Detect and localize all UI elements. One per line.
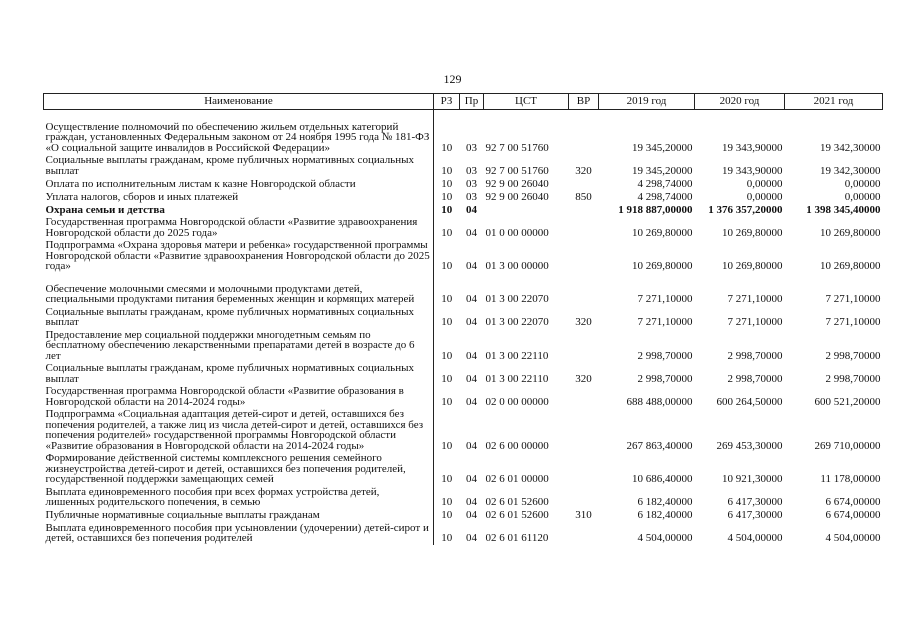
header-rz: РЗ bbox=[434, 94, 460, 110]
row-cst: 01 0 00 00000 bbox=[485, 226, 549, 239]
row-2021: 6 674,00000 bbox=[825, 496, 881, 508]
header-pr: Пр bbox=[460, 94, 484, 110]
row-2021: 269 710,00000 bbox=[814, 439, 881, 452]
row-pr: 04 bbox=[466, 316, 477, 328]
row-pr: 04 bbox=[466, 260, 477, 272]
row-2021: 10 269,80000 bbox=[820, 226, 881, 239]
row-cst: 02 0 00 00000 bbox=[485, 395, 549, 408]
row-name: Государственная программа Новгородской области «Развитие здравоохранения Новгородской области до 2025 года» bbox=[44, 216, 434, 239]
row-2019: 2 998,70000 bbox=[637, 372, 693, 385]
row-vr bbox=[569, 203, 599, 216]
row-name: Социальные выплаты гражданам, кроме публичных нормативных социальных выплат bbox=[44, 306, 434, 329]
row-2019: 10 686,40000 bbox=[632, 473, 693, 485]
row-vr: 850 bbox=[575, 190, 592, 203]
row-name: Предоставление мер социальной поддержки многодетным семьям по бесплатному обеспечению лекарственными препаратами детей в возрасте до 6 лет bbox=[44, 329, 434, 363]
row-vr bbox=[569, 177, 599, 190]
budget-table bbox=[43, 93, 883, 545]
row-name: Осуществление полномочий по обеспечению жильем отдельных категорий граждан, установленных Федеральным законом от 24 ноября 1995 года № 181-ФЗ «О социальной защите инвалидов в Российской Федерации» bbox=[44, 110, 434, 155]
row-rz: 10 bbox=[441, 293, 453, 305]
row-cst: 92 7 00 51760 bbox=[485, 141, 549, 154]
row-2020: 4 504,00000 bbox=[727, 532, 783, 544]
row-2020: 19 343,90000 bbox=[722, 164, 783, 177]
row-2020: 7 271,10000 bbox=[727, 316, 783, 328]
row-pr: 04 bbox=[466, 349, 477, 362]
table-row bbox=[44, 239, 883, 273]
row-2019: 4 298,74000 bbox=[637, 190, 693, 203]
row-2019: 19 345,20000 bbox=[632, 141, 693, 154]
header-2020: 2020 год bbox=[695, 94, 785, 110]
row-2020: 10 269,80000 bbox=[722, 226, 783, 239]
row-name: Охрана семьи и детства bbox=[44, 203, 434, 216]
row-pr: 03 bbox=[466, 141, 477, 154]
table-row bbox=[44, 273, 883, 306]
row-vr bbox=[569, 329, 599, 363]
row-2021: 0,00000 bbox=[844, 177, 881, 190]
row-rz: 10 bbox=[441, 439, 453, 452]
row-2021: 2 998,70000 bbox=[825, 349, 881, 362]
row-pr: 04 bbox=[466, 473, 477, 485]
row-pr: 04 bbox=[466, 439, 477, 452]
row-pr: 04 bbox=[466, 496, 477, 508]
row-rz: 10 bbox=[441, 164, 453, 177]
row-2020: 2 998,70000 bbox=[727, 349, 783, 362]
row-2021: 10 269,80000 bbox=[820, 260, 881, 272]
row-2021: 19 342,30000 bbox=[820, 164, 881, 177]
row-2021: 19 342,30000 bbox=[820, 141, 881, 154]
row-cst: 01 3 00 22070 bbox=[485, 316, 549, 328]
table-row bbox=[44, 216, 883, 239]
row-cst bbox=[484, 203, 569, 216]
table-row-section bbox=[44, 203, 883, 216]
table-row bbox=[44, 329, 883, 363]
row-pr: 04 bbox=[466, 372, 477, 385]
header-2019: 2019 год bbox=[599, 94, 695, 110]
row-2020: 0,00000 bbox=[746, 190, 783, 203]
row-rz: 10 bbox=[441, 473, 453, 485]
row-vr bbox=[569, 216, 599, 239]
row-2019: 4 298,74000 bbox=[637, 177, 693, 190]
row-2021: 4 504,00000 bbox=[825, 532, 881, 544]
row-2019: 19 345,20000 bbox=[632, 164, 693, 177]
row-rz: 10 bbox=[441, 496, 453, 508]
row-2020: 269 453,30000 bbox=[716, 439, 783, 452]
row-2021: 7 271,10000 bbox=[825, 293, 881, 305]
row-2021: 7 271,10000 bbox=[825, 316, 881, 328]
row-2020: 10 921,30000 bbox=[722, 473, 783, 485]
row-name: Социальные выплаты гражданам, кроме публичных нормативных социальных выплат bbox=[44, 154, 434, 177]
row-vr bbox=[569, 273, 599, 306]
row-2019: 10 269,80000 bbox=[632, 260, 693, 272]
row-2021: 600 521,20000 bbox=[814, 395, 881, 408]
row-2020: 600 264,50000 bbox=[716, 395, 783, 408]
row-rz: 10 bbox=[441, 349, 453, 362]
row-cst: 01 3 00 22110 bbox=[485, 372, 549, 385]
row-pr: 04 bbox=[466, 226, 477, 239]
row-2019: 4 504,00000 bbox=[637, 532, 693, 544]
row-2021: 6 674,00000 bbox=[825, 509, 881, 521]
table-row bbox=[44, 306, 883, 329]
row-2019: 2 998,70000 bbox=[637, 349, 693, 362]
row-2019: 267 863,40000 bbox=[626, 439, 693, 452]
page-number: 129 bbox=[443, 72, 462, 86]
header-row bbox=[44, 94, 883, 110]
row-rz: 10 bbox=[441, 532, 453, 544]
table-row bbox=[44, 486, 883, 509]
table-row bbox=[44, 177, 883, 190]
row-cst: 92 7 00 51760 bbox=[485, 164, 549, 177]
row-cst: 01 3 00 00000 bbox=[485, 260, 549, 272]
header-cst: ЦСТ bbox=[484, 94, 569, 110]
row-pr: 04 bbox=[466, 395, 477, 408]
row-vr: 320 bbox=[575, 316, 592, 328]
row-vr: 310 bbox=[575, 509, 592, 521]
row-pr: 03 bbox=[466, 164, 477, 177]
row-pr: 04 bbox=[466, 532, 477, 544]
row-2021: 11 178,00000 bbox=[820, 473, 881, 485]
table-row bbox=[44, 408, 883, 452]
row-2020: 10 269,80000 bbox=[722, 260, 783, 272]
row-name: Социальные выплаты гражданам, кроме публичных нормативных социальных выплат bbox=[44, 362, 434, 385]
row-vr bbox=[569, 239, 599, 273]
row-2020: 7 271,10000 bbox=[727, 293, 783, 305]
row-rz: 10 bbox=[441, 395, 453, 408]
row-pr: 04 bbox=[466, 509, 477, 521]
row-cst: 02 6 01 61120 bbox=[485, 532, 549, 544]
row-name: Публичные нормативные социальные выплаты гражданам bbox=[44, 509, 434, 522]
row-vr bbox=[569, 452, 599, 486]
row-cst: 01 3 00 22110 bbox=[485, 349, 549, 362]
row-name: Формирование действенной системы комплексного решения семейного жизнеустройства детей-сирот и детей, оставшихся без попечения родителей, государственной поддержки замещающих семей bbox=[44, 452, 434, 486]
row-2021: 0,00000 bbox=[844, 190, 881, 203]
row-2021: 2 998,70000 bbox=[825, 372, 881, 385]
row-cst: 92 9 00 26040 bbox=[485, 177, 549, 190]
row-2020: 6 417,30000 bbox=[727, 496, 783, 508]
row-2020: 6 417,30000 bbox=[727, 509, 783, 521]
row-pr: 03 bbox=[466, 177, 477, 190]
table-row bbox=[44, 385, 883, 408]
row-2019: 6 182,40000 bbox=[637, 496, 693, 508]
table-row bbox=[44, 509, 883, 522]
row-rz: 10 bbox=[441, 141, 453, 154]
table-row bbox=[44, 362, 883, 385]
header-2021: 2021 год bbox=[785, 94, 883, 110]
row-rz: 10 bbox=[441, 226, 453, 239]
row-rz: 10 bbox=[441, 177, 453, 190]
row-2019: 1 918 887,00000 bbox=[618, 203, 693, 216]
row-vr bbox=[569, 486, 599, 509]
row-rz: 10 bbox=[441, 190, 453, 203]
row-2019: 7 271,10000 bbox=[637, 293, 693, 305]
row-vr bbox=[569, 110, 599, 155]
row-2019: 688 488,00000 bbox=[626, 395, 693, 408]
table-row bbox=[44, 522, 883, 545]
row-name: Выплата единовременного пособия при усыновлении (удочерении) детей-сирот и детей, оставшихся без попечения родителей bbox=[44, 522, 434, 545]
row-2019: 7 271,10000 bbox=[637, 316, 693, 328]
row-cst: 01 3 00 22070 bbox=[485, 293, 549, 305]
row-name: Подпрограмма «Социальная адаптация детей-сирот и детей, оставшихся без попечения родителей, а также лиц из числа детей-сирот и детей, оставшихся без попечения родителей» государственной программы Новгородской области «Развитие образования в Новгородской области на 2014-2024 годы» bbox=[44, 408, 434, 452]
row-vr: 320 bbox=[575, 372, 592, 385]
row-name: Выплата единовременного пособия при всех формах устройства детей, лишенных родительского попечения, в семью bbox=[44, 486, 434, 509]
row-rz: 10 bbox=[441, 372, 453, 385]
row-name: Государственная программа Новгородской области «Развитие образования в Новгородской области на 2014-2024 годы» bbox=[44, 385, 434, 408]
table-row bbox=[44, 154, 883, 177]
row-name: Подпрограмма «Охрана здоровья матери и ребенка» государственной программы Новгородской области «Развитие здравоохранения Новгородской области до 2025 года» bbox=[44, 239, 434, 273]
row-rz: 10 bbox=[441, 203, 453, 216]
row-rz: 10 bbox=[441, 509, 453, 521]
row-rz: 10 bbox=[441, 316, 453, 328]
row-cst: 02 6 01 52600 bbox=[485, 496, 549, 508]
header-vr: ВР bbox=[569, 94, 599, 110]
row-name: Оплата по исполнительным листам к казне Новгородской области bbox=[44, 177, 434, 190]
row-2020: 2 998,70000 bbox=[727, 372, 783, 385]
header-name: Наименование bbox=[44, 94, 434, 110]
row-vr bbox=[569, 408, 599, 452]
row-rz: 10 bbox=[441, 260, 453, 272]
row-cst: 02 6 01 00000 bbox=[485, 473, 549, 485]
row-cst: 02 6 00 00000 bbox=[485, 439, 549, 452]
row-2019: 6 182,40000 bbox=[637, 509, 693, 521]
table-row bbox=[44, 190, 883, 203]
row-name: Уплата налогов, сборов и иных платежей bbox=[44, 190, 434, 203]
row-2019: 10 269,80000 bbox=[632, 226, 693, 239]
row-cst: 02 6 01 52600 bbox=[485, 509, 549, 521]
row-2020: 1 376 357,20000 bbox=[708, 203, 783, 216]
row-vr bbox=[569, 522, 599, 545]
row-2021: 1 398 345,40000 bbox=[806, 203, 881, 216]
row-cst: 92 9 00 26040 bbox=[485, 190, 549, 203]
row-pr: 04 bbox=[466, 203, 477, 216]
row-2020: 0,00000 bbox=[746, 177, 783, 190]
row-vr bbox=[569, 385, 599, 408]
row-2020: 19 343,90000 bbox=[722, 141, 783, 154]
table-row bbox=[44, 452, 883, 486]
row-pr: 03 bbox=[466, 190, 477, 203]
table-row bbox=[44, 110, 883, 155]
row-vr: 320 bbox=[575, 164, 592, 177]
row-pr: 04 bbox=[466, 293, 477, 305]
row-name: Обеспечение молочными смесями и молочными продуктами детей, специальными продуктами питания беременных женщин и кормящих матерей bbox=[44, 273, 434, 306]
